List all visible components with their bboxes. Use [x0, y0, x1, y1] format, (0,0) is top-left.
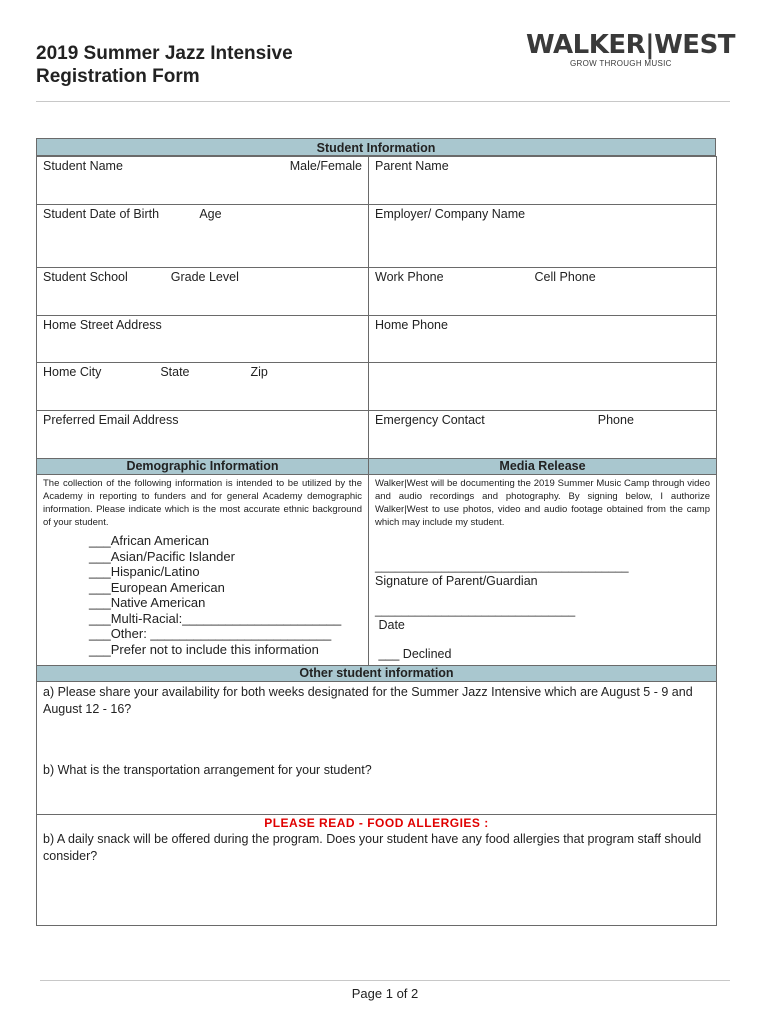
option-european-american[interactable]: ___European American	[89, 579, 225, 595]
option-african-american[interactable]: ___African American	[89, 533, 209, 548]
transportation-question: b) What is the transportation arrangement for your student?	[43, 763, 372, 777]
emergency-phone-label: Phone	[597, 413, 634, 427]
student-info-table	[36, 156, 717, 926]
footer-divider	[40, 980, 730, 981]
employer-label: Employer/ Company Name	[375, 207, 526, 221]
header-divider	[36, 101, 730, 102]
dob-age-field[interactable]	[37, 205, 369, 268]
zip-label: Zip	[250, 365, 268, 379]
page-number: Page 1 of 2	[351, 986, 419, 1001]
demographic-heading: Demographic Information	[37, 459, 368, 475]
allergy-section	[37, 815, 717, 926]
signature-label: Signature of Parent/Guardian	[375, 574, 538, 588]
form-title	[36, 42, 293, 88]
declined-option[interactable]: ___ Declined	[375, 647, 452, 661]
dob-label: Student Date of Birth	[43, 207, 160, 221]
parent-name-field[interactable]	[369, 157, 717, 205]
media-release-section	[369, 459, 717, 666]
logo-tagline: GROW THROUGH MUSIC	[570, 59, 672, 68]
title-line-2: Registration Form	[36, 66, 200, 87]
employer-field[interactable]	[369, 205, 717, 268]
availability-question: a) Please share your availability for both weeks designated for the Summer Jazz Intensive which are August 5 - 9 and August 12 - 16?	[43, 685, 693, 716]
option-native-american[interactable]: ___Native American	[89, 595, 206, 610]
cell-phone-label: Cell Phone	[534, 270, 596, 284]
other-info-heading: Other student information	[37, 666, 716, 682]
street-label: Home Street Address	[43, 318, 162, 332]
school-label: Student School	[43, 270, 128, 284]
male-female-label: Male/Female	[289, 159, 362, 173]
city-state-zip-field[interactable]	[37, 363, 369, 411]
emergency-field[interactable]	[369, 411, 717, 459]
logo-wordmark: WALKER|WEST	[526, 30, 736, 60]
city-label: Home City	[43, 365, 102, 379]
ethnicity-options	[43, 533, 362, 657]
option-prefer-not[interactable]: ___Prefer not to include this information	[89, 641, 319, 657]
parent-name-label: Parent Name	[375, 159, 449, 173]
demographic-text: The collection of the following information is intended to be utilized by the Academy in reporting to funders and for general Academy demographic information. Please indicate which is the most accurate ethnic background of your student.	[43, 478, 362, 528]
emergency-label: Emergency Contact	[375, 413, 485, 427]
allergy-question: b) A daily snack will be offered during the program. Does your student have any food allergies that program staff should consider?	[43, 832, 702, 863]
empty-field[interactable]	[369, 363, 717, 411]
home-phone-field[interactable]	[369, 316, 717, 363]
student-info-heading: Student Information	[36, 138, 716, 156]
email-label: Preferred Email Address	[43, 413, 179, 427]
registration-form	[36, 138, 716, 926]
student-name-field[interactable]	[37, 157, 369, 205]
grade-label: Grade Level	[170, 270, 239, 284]
media-heading: Media Release	[369, 459, 716, 475]
demographic-section	[37, 459, 369, 666]
street-field[interactable]	[37, 316, 369, 363]
state-label: State	[160, 365, 190, 379]
other-info-section	[37, 666, 717, 815]
work-phone-label: Work Phone	[375, 270, 444, 284]
date-label: Date	[375, 618, 405, 632]
phone-field[interactable]	[369, 268, 717, 316]
signature-line[interactable]: ______________________________________	[375, 559, 629, 573]
title-line-1: 2019 Summer Jazz Intensive	[36, 43, 293, 64]
date-line[interactable]: ______________________________	[375, 603, 576, 617]
home-phone-label: Home Phone	[375, 318, 448, 332]
school-grade-field[interactable]	[37, 268, 369, 316]
option-multi-racial[interactable]: ___Multi-Racial:______________________	[89, 610, 342, 626]
student-name-label: Student Name	[43, 159, 123, 173]
option-hispanic-latino[interactable]: ___Hispanic/Latino	[89, 564, 200, 579]
allergy-heading: PLEASE READ - FOOD ALLERGIES :	[264, 816, 489, 830]
email-field[interactable]	[37, 411, 369, 459]
age-label: Age	[199, 207, 222, 221]
option-other[interactable]: ___Other: _________________________	[89, 626, 332, 641]
media-text: Walker|West will be documenting the 2019 Summer Music Camp through video and audio recordings and photography. By signing below, I authorize Walker|West to use photos, video and audio footage obtained from the camp which may include my student.	[375, 478, 710, 528]
option-asian-pacific[interactable]: ___Asian/Pacific Islander	[89, 548, 235, 564]
walker-west-logo	[526, 30, 736, 68]
